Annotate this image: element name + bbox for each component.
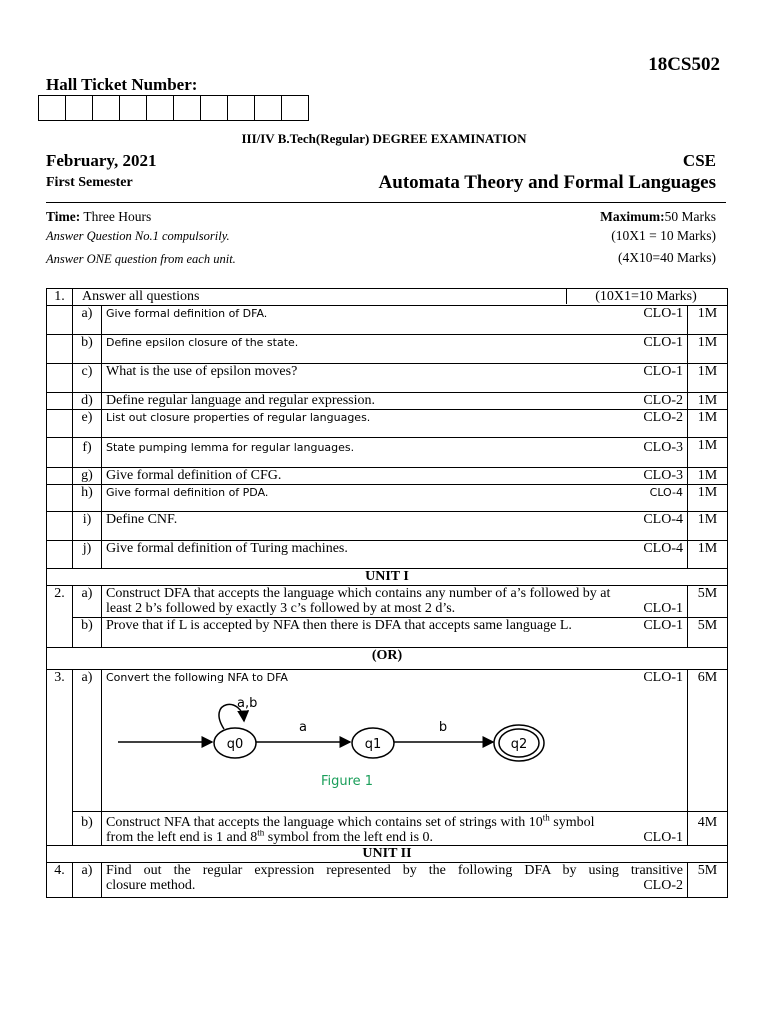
clo-tag: CLO-2 xyxy=(643,878,683,893)
marks: 5M xyxy=(688,863,728,898)
marks: 1M xyxy=(688,438,728,468)
sub-question xyxy=(102,393,688,410)
question-table xyxy=(46,288,728,898)
sub-label: c) xyxy=(73,364,102,393)
clo-tag: CLO-1 xyxy=(643,364,683,379)
clo-tag: CLO-3 xyxy=(643,468,683,483)
marks: 1M xyxy=(688,393,728,410)
table-row xyxy=(47,618,728,648)
header-divider xyxy=(46,202,726,203)
sub-question xyxy=(102,863,688,898)
sub-question xyxy=(102,335,688,364)
marks: 1M xyxy=(688,541,728,569)
question-title: Answer all questions xyxy=(73,289,688,306)
clo-tag: CLO-4 xyxy=(649,486,683,499)
sub-question xyxy=(102,410,688,438)
question-marks-label: (10X1=10 Marks) xyxy=(566,289,726,304)
table-row xyxy=(47,289,728,306)
table-row xyxy=(47,541,728,569)
table-row xyxy=(47,670,728,812)
table-row xyxy=(47,485,728,512)
marks: 1M xyxy=(688,364,728,393)
table-row xyxy=(47,569,728,586)
instruction-each-unit-marks: (4X10=40 Marks) xyxy=(618,250,716,265)
sub-label: a) xyxy=(73,306,102,335)
unit-heading: UNIT I xyxy=(47,569,728,586)
sub-question-text: Define regular language and regular expression. xyxy=(106,393,375,408)
sub-label: b) xyxy=(73,335,102,364)
table-row xyxy=(47,468,728,485)
sub-label: h) xyxy=(73,485,102,512)
clo-tag: CLO-2 xyxy=(643,410,683,425)
sub-question-text: Give formal definition of CFG. xyxy=(106,468,282,483)
hall-ticket-box[interactable] xyxy=(282,96,308,120)
marks: 1M xyxy=(688,512,728,541)
marks: 1M xyxy=(688,468,728,485)
sub-question xyxy=(102,438,688,468)
exam-time xyxy=(46,209,151,225)
subject-title: Automata Theory and Formal Languages xyxy=(378,172,716,193)
sub-question xyxy=(102,618,688,648)
table-row xyxy=(47,410,728,438)
instruction-each-unit: Answer ONE question from each unit. xyxy=(46,252,236,266)
sub-question-text: symbol xyxy=(549,815,595,830)
hall-ticket-box[interactable] xyxy=(147,96,174,120)
sub-label: a) xyxy=(73,863,102,898)
clo-tag: CLO-4 xyxy=(643,512,683,527)
max-marks xyxy=(600,209,716,225)
clo-tag: CLO-2 xyxy=(643,393,683,408)
table-row xyxy=(47,393,728,410)
marks: 1M xyxy=(688,410,728,438)
edge-label: a xyxy=(299,720,307,735)
sub-question-text: Prove that if L is accepted by NFA then there is DFA that accepts same language L. xyxy=(106,618,572,633)
sub-label: f) xyxy=(73,438,102,468)
sub-question xyxy=(102,586,688,618)
sub-question-text: from the left end is 1 and 8 xyxy=(106,830,258,845)
superscript: th xyxy=(542,812,550,823)
sub-question-text: Construct NFA that accepts the language which contains set of strings with 10 xyxy=(106,815,543,830)
table-row xyxy=(47,846,728,863)
hall-ticket-box[interactable] xyxy=(174,96,201,120)
instruction-compulsory: Answer Question No.1 compulsorily. xyxy=(46,229,230,243)
clo-tag: CLO-1 xyxy=(643,830,683,845)
table-row xyxy=(47,438,728,468)
sub-question-text: Convert the following NFA to DFA xyxy=(106,671,288,684)
sub-label: g) xyxy=(73,468,102,485)
table-row xyxy=(47,335,728,364)
sub-question-text: Give formal definition of PDA. xyxy=(106,486,269,499)
hall-ticket-box[interactable] xyxy=(93,96,120,120)
table-row xyxy=(47,586,728,618)
state-label: q2 xyxy=(510,737,528,752)
course-code: 18CS502 xyxy=(648,54,720,75)
clo-tag: CLO-1 xyxy=(643,618,683,633)
table-row xyxy=(47,364,728,393)
clo-tag: CLO-1 xyxy=(643,335,683,350)
sub-question-text: Construct DFA that accepts the language which contains any number of a’s followed by at xyxy=(106,586,611,601)
sub-question xyxy=(102,812,688,846)
hall-ticket-label: Hall Ticket Number: xyxy=(46,75,198,94)
marks: 4M xyxy=(688,812,728,846)
question-number: 2. xyxy=(47,586,73,648)
hall-ticket-boxes[interactable] xyxy=(38,95,309,121)
instruction-compulsory-marks: (10X1 = 10 Marks) xyxy=(611,228,716,243)
sub-question-text: Find out the regular expression represented by the following DFA by using transitive xyxy=(106,863,683,878)
or-divider: (OR) xyxy=(47,648,728,670)
marks: 1M xyxy=(688,335,728,364)
hall-ticket-box[interactable] xyxy=(255,96,282,120)
sub-question-text: least 2 b’s followed by exactly 3 c’s followed by at most 2 d’s. xyxy=(106,601,456,616)
semester: First Semester xyxy=(46,175,133,190)
clo-tag: CLO-1 xyxy=(643,306,683,321)
marks: 6M xyxy=(688,670,728,812)
state-label: q0 xyxy=(226,737,244,752)
question-number: 3. xyxy=(47,670,73,846)
clo-tag: CLO-3 xyxy=(643,440,683,455)
hall-ticket-box[interactable] xyxy=(201,96,228,120)
table-row xyxy=(47,648,728,670)
table-row xyxy=(47,306,728,335)
sub-label: i) xyxy=(73,512,102,541)
sub-label: a) xyxy=(73,586,102,618)
sub-label: d) xyxy=(73,393,102,410)
time-value: Three Hours xyxy=(80,209,152,224)
hall-ticket-box[interactable] xyxy=(228,96,255,120)
sub-question xyxy=(102,485,688,512)
table-row xyxy=(47,512,728,541)
question-number: 1. xyxy=(47,289,73,306)
sub-question xyxy=(102,670,688,812)
edge-label: b xyxy=(438,720,448,735)
sub-label: j) xyxy=(73,541,102,569)
sub-question xyxy=(102,306,688,335)
sub-question xyxy=(102,512,688,541)
unit-heading: UNIT II xyxy=(47,846,728,863)
sub-question xyxy=(102,364,688,393)
sub-label: b) xyxy=(73,618,102,648)
sub-question-text: Give formal definition of Turing machines. xyxy=(106,541,348,556)
sub-question-text: symbol from the left end is 0. xyxy=(264,830,434,845)
degree-line: III/IV B.Tech(Regular) DEGREE EXAMINATION xyxy=(241,131,527,146)
question-marks xyxy=(595,289,728,306)
sub-label: e) xyxy=(73,410,102,438)
sub-question-text: Give formal definition of DFA. xyxy=(106,307,268,320)
sub-question xyxy=(102,468,688,485)
sub-question-text: List out closure properties of regular languages. xyxy=(106,411,371,424)
table-row xyxy=(47,863,728,898)
hall-ticket-box[interactable] xyxy=(66,96,93,120)
clo-tag: CLO-1 xyxy=(643,601,683,616)
hall-ticket-box[interactable] xyxy=(120,96,147,120)
marks: 5M xyxy=(688,586,728,618)
marks: 5M xyxy=(688,618,728,648)
exam-month: February, 2021 xyxy=(46,151,157,170)
superscript: th xyxy=(257,830,265,838)
clo-tag: CLO-4 xyxy=(643,541,683,556)
question-number: 4. xyxy=(47,863,73,898)
sub-question xyxy=(102,541,688,569)
state-label: q1 xyxy=(364,737,382,752)
table-row xyxy=(47,812,728,846)
loop-label: a,b xyxy=(237,696,258,711)
hall-ticket-box[interactable] xyxy=(39,96,66,120)
sub-question-text: Define CNF. xyxy=(106,512,178,527)
marks: 1M xyxy=(688,306,728,335)
sub-question-text: What is the use of epsilon moves? xyxy=(106,364,298,379)
branch: CSE xyxy=(682,151,716,170)
max-value: 50 Marks xyxy=(664,209,716,224)
figure-caption: Figure 1 xyxy=(320,774,374,789)
marks: 1M xyxy=(688,485,728,512)
sub-label: b) xyxy=(73,812,102,846)
sub-question-text: State pumping lemma for regular languages. xyxy=(106,441,355,454)
max-label: Maximum: xyxy=(600,209,665,224)
clo-tag: CLO-1 xyxy=(643,670,683,685)
sub-question-text: Define epsilon closure of the state. xyxy=(106,336,299,349)
nfa-figure xyxy=(106,685,576,797)
sub-label: a) xyxy=(73,670,102,812)
sub-question-text: closure method. xyxy=(106,878,196,893)
time-label: Time: xyxy=(46,209,81,224)
